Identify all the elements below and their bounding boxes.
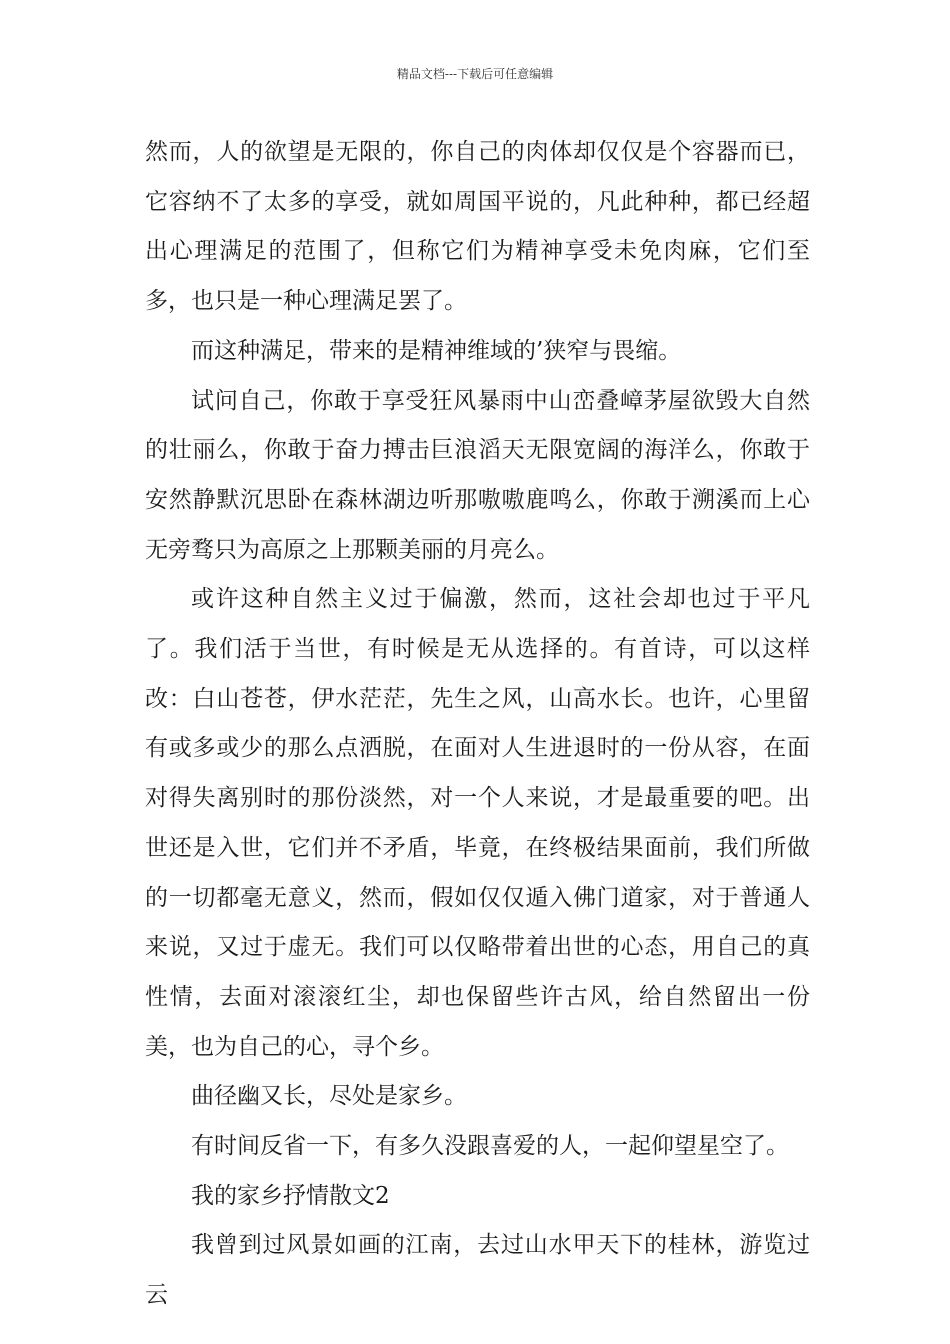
- document-body: [145, 128, 810, 1321]
- page-header: 精品文档---下载后可任意编辑: [396, 67, 554, 81]
- paragraph-1: 然而，人的欲望是无限的，你自己的肉体却仅仅是个容器而已，它容纳不了太多的享受，就如周国平说的，凡此种种，都已经超出心理满足的范围了，但称它们为精神享受未免肉麻，它们至多，也只是一种心理满足罢了。: [145, 139, 810, 315]
- paragraph-6: 有时间反省一下，有多久没跟喜爱的人，一起仰望星空了。: [191, 1133, 789, 1160]
- paragraph-7: 我曾到过风景如画的江南，去过山水甲天下的桂林，游览过云: [145, 1232, 810, 1309]
- paragraph-2: 而这种满足，带来的是精神维域的’狭窄与畏缩。: [191, 337, 682, 364]
- paragraph-3: 试问自己，你敢于享受狂风暴雨中山峦叠嶂茅屋欲毁大自然的壮丽么，你敢于奋力搏击巨浪滔天无限宽阔的海洋么，你敢于安然静默沉思卧在森林湖边听那嗷嗷鹿鸣么，你敢于溯溪而上心无旁骛只为高原之上那颗美丽的月亮么。: [145, 387, 810, 563]
- paragraph-4: 或许这种自然主义过于偏激，然而，这社会却也过于平凡了。我们活于当世，有时候是无从选择的。有首诗，可以这样改：白山苍苍，伊水茫茫，先生之风，山高水长。也许，心里留有或多或少的那么点洒脱，在面对人生进退时的一份从容，在面对得失离别时的那份淡然，对一个人来说，才是最重要的吧。出世还是入世，它们并不矛盾，毕竟，在终极结果面前，我们所做的一切都毫无意义，然而，假如仅仅遁入佛门道家，对于普通人来说，又过于虚无。我们可以仅略带着出世的心态，用自己的真性情，去面对滚滚红尘，却也保留些许古风，给自然留出一份美，也为自己的心，寻个乡。: [145, 586, 810, 1060]
- section-heading: 我的家乡抒情散文2: [191, 1182, 390, 1209]
- paragraph-5: 曲径幽又长，尽处是家乡。: [191, 1083, 467, 1110]
